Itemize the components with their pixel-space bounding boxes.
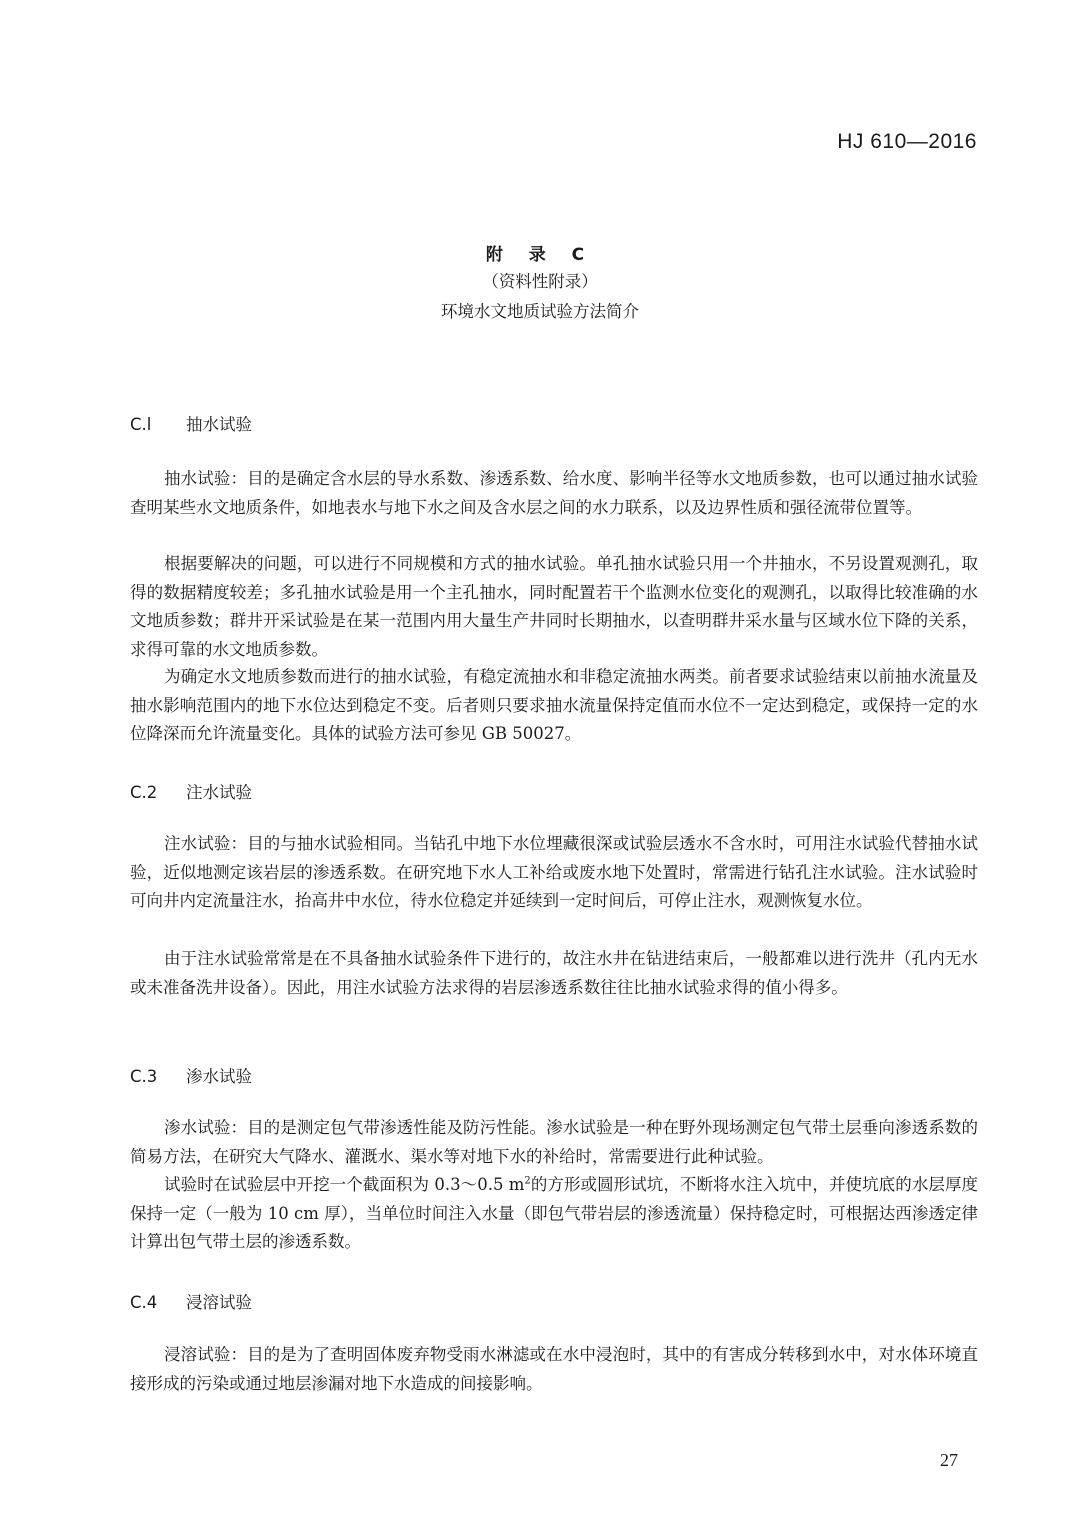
section-heading-c2 — [130, 779, 252, 803]
paragraph: 浸溶试验：目的是为了查明固体废弃物受雨水淋滤或在水中浸泡时，其中的有害成分转移到水中，对水体环境直接形成的污染或通过地层渗漏对地下水造成的间接影响。 — [130, 1345, 978, 1393]
appendix-subtitle: （资料性附录） — [482, 272, 598, 291]
paragraph: 为确定水文地质参数而进行的抽水试验，有稳定流抽水和非稳定流抽水两类。前者要求试验结束以前抽水流量及抽水影响范围内的地下水位达到稳定不变。后者则只要求抽水流量保持定值而水位不一定达到稳定，或保持一定的水位降深而允许流量变化。具体的试验方法可参见 GB 50027。 — [130, 667, 978, 743]
text-run: 试验时在试验层中开挖一个截面积为 0.3～0.5 m — [164, 1175, 525, 1194]
paragraph: 注水试验：目的与抽水试验相同。当钻孔中地下水位埋藏很深或试验层透水不含水时，可用注水试验代替抽水试验，近似地测定该岩层的渗透系数。在研究地下水人工补给或废水地下处置时，常需进行钻孔注水试验。注水试验时可向井内定流量注水，抬高井中水位，待水位稳定并延续到一定时间后，可停止注水，观测恢复水位。 — [130, 834, 978, 910]
section-title: 抽水试验 — [186, 415, 252, 434]
text-run: 的方形或圆形试坑，不断将水注入坑中，并使坑底的水层厚度保持一定（一般为 10 cm 厚），当单位时间注入水量（即包气带岩层的渗透流量）保持稳定时，可根据达西渗透定律计算出包气带土层的渗透系数。 — [130, 1175, 979, 1251]
section-number: C.l — [130, 415, 152, 434]
section-title: 浸溶试验 — [186, 1293, 252, 1312]
appendix-name: 环境水文地质试验方法简介 — [441, 302, 639, 321]
section-number: C.3 — [130, 1067, 158, 1086]
section-heading-c4 — [130, 1289, 252, 1313]
section-number: C.2 — [130, 783, 158, 802]
section-heading-c3 — [130, 1063, 252, 1087]
paragraph: 渗水试验：目的是测定包气带渗透性能及防污性能。渗水试验是一种在野外现场测定包气带土层垂向渗透系数的简易方法，在研究大气降水、灌溉水、渠水等对地下水的补给时，常需要进行此种试验。 — [130, 1118, 978, 1166]
paragraph: 由于注水试验常常是在不具备抽水试验条件下进行的，故注水井在钻进结束后，一般都难以进行洗井（孔内无水或未准备洗井设备）。因此，用注水试验方法求得的岩层渗透系数往往比抽水试验求得的值小得多。 — [130, 949, 978, 997]
standard-code: HJ 610—2016 — [837, 130, 977, 153]
page-number: 27 — [940, 1450, 958, 1470]
superscript: 2 — [524, 1175, 531, 1187]
section-title: 渗水试验 — [186, 1067, 252, 1086]
section-title: 注水试验 — [186, 783, 252, 802]
paragraph: 抽水试验：目的是确定含水层的导水系数、渗透系数、给水度、影响半径等水文地质参数，也可以通过抽水试验查明某些水文地质条件，如地表水与地下水之间及含水层之间的水力联系，以及边界性质和强径流带位置等。 — [130, 469, 978, 517]
section-number: C.4 — [130, 1293, 158, 1312]
paragraph: 根据要解决的问题，可以进行不同规模和方式的抽水试验。单孔抽水试验只用一个井抽水，不另设置观测孔，取得的数据精度较差；多孔抽水试验是用一个主孔抽水，同时配置若干个监测水位变化的观测孔，以取得比较准确的水文地质参数；群井开采试验是在某一范围内用大量生产井同时长期抽水，以查明群井采水量与区域水位下降的关系，求得可靠的水文地质参数。 — [130, 554, 978, 659]
appendix-title: 附 录 C — [485, 245, 595, 265]
paragraph — [130, 1171, 978, 1257]
section-heading-c1 — [130, 411, 252, 435]
